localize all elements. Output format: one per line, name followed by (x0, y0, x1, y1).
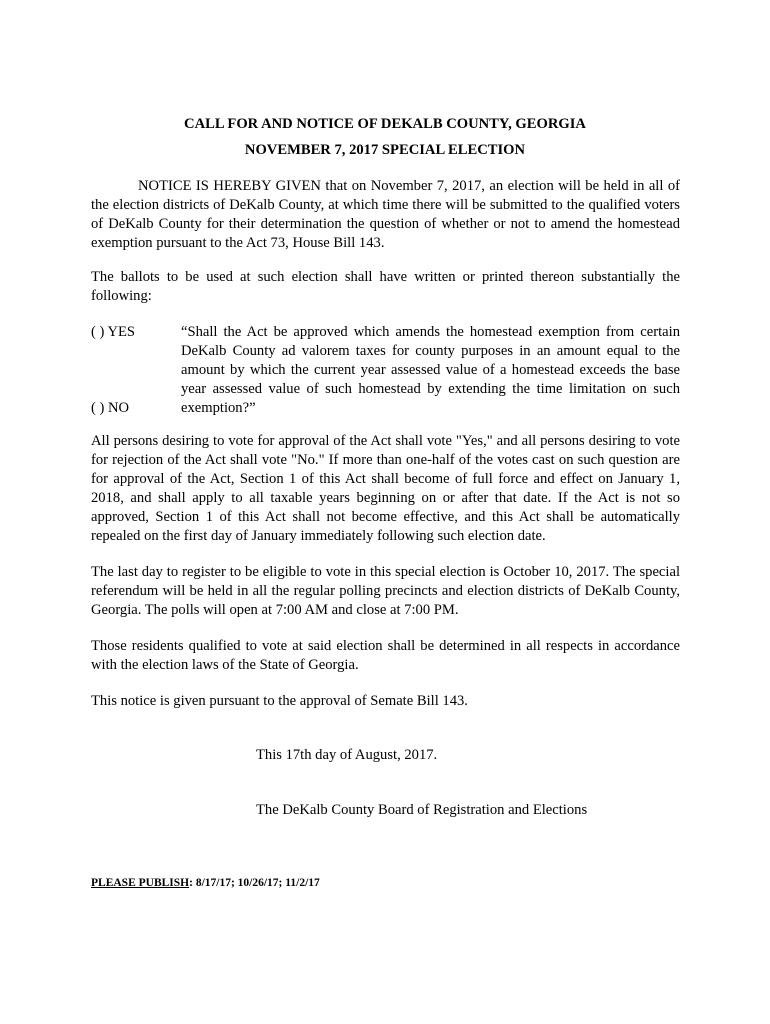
signature-line: The DeKalb County Board of Registration and Elections (256, 802, 588, 818)
residents-paragraph: Those residents qualified to vote at said election shall be determined in all respects in accordance with the election laws of the State of Georgia. (91, 638, 680, 673)
document-title: CALL FOR AND NOTICE OF DEKALB COUNTY, GEORGIA (184, 116, 586, 132)
document-subtitle: NOVEMBER 7, 2017 SPECIAL ELECTION (244, 142, 526, 158)
ballot-question: “Shall the Act be approved which amends the homestead exemption from certain DeKalb County ad valorem taxes for county purposes in an amount equal to the amount by which the current year assessed value of a homestead exceeds the base year assessed value of such homestead by extending the time limitation on such exemption?” (181, 324, 680, 416)
notice-paragraph: NOTICE IS HEREBY GIVEN that on November 7, 2017, an election will be held in all of the election districts of DeKalb County, at which time there will be submitted to the qualified voters of DeKalb County for their determination the question of whether or not to amend the homestead exemption pursuant to the Act 73, House Bill 143. (91, 178, 680, 251)
publish-instructions (91, 875, 320, 891)
ballot-no-option: ( ) NO (91, 400, 130, 416)
publish-dates: : 8/17/17; 10/26/17; 11/2/17 (189, 877, 320, 889)
ballot-block (91, 323, 680, 418)
ballots-paragraph: The ballots to be used at such election shall have written or printed thereon substantially the following: (91, 269, 680, 304)
registration-deadline-paragraph: The last day to register to be eligible to vote in this special election is October 10, 2017. The special referendum will be held in all the regular polling precincts and election districts of DeKalb County, Georgia. The polls will open at 7:00 AM and close at 7:00 PM. (91, 564, 680, 618)
pursuant-paragraph: This notice is given pursuant to the approval of Semate Bill 143. (91, 693, 468, 709)
publish-label: PLEASE PUBLISH (91, 877, 190, 889)
voting-rules-paragraph: All persons desiring to vote for approval of the Act shall vote "Yes," and all persons desiring to vote for rejection of the Act shall vote "No." If more than one-half of the votes cast on such question are for approval of the Act, Section 1 of this Act shall become of full force and effect on January 1, 2018, and shall apply to all taxable years beginning on or after that date. If the Act is not so approved, Section 1 of this Act shall not become effective, and this Act shall be automatically repealed on the first day of January immediately following such election date. (91, 433, 680, 544)
date-line: This 17th day of August, 2017. (256, 747, 438, 763)
ballot-yes-option: ( ) YES (91, 324, 136, 340)
